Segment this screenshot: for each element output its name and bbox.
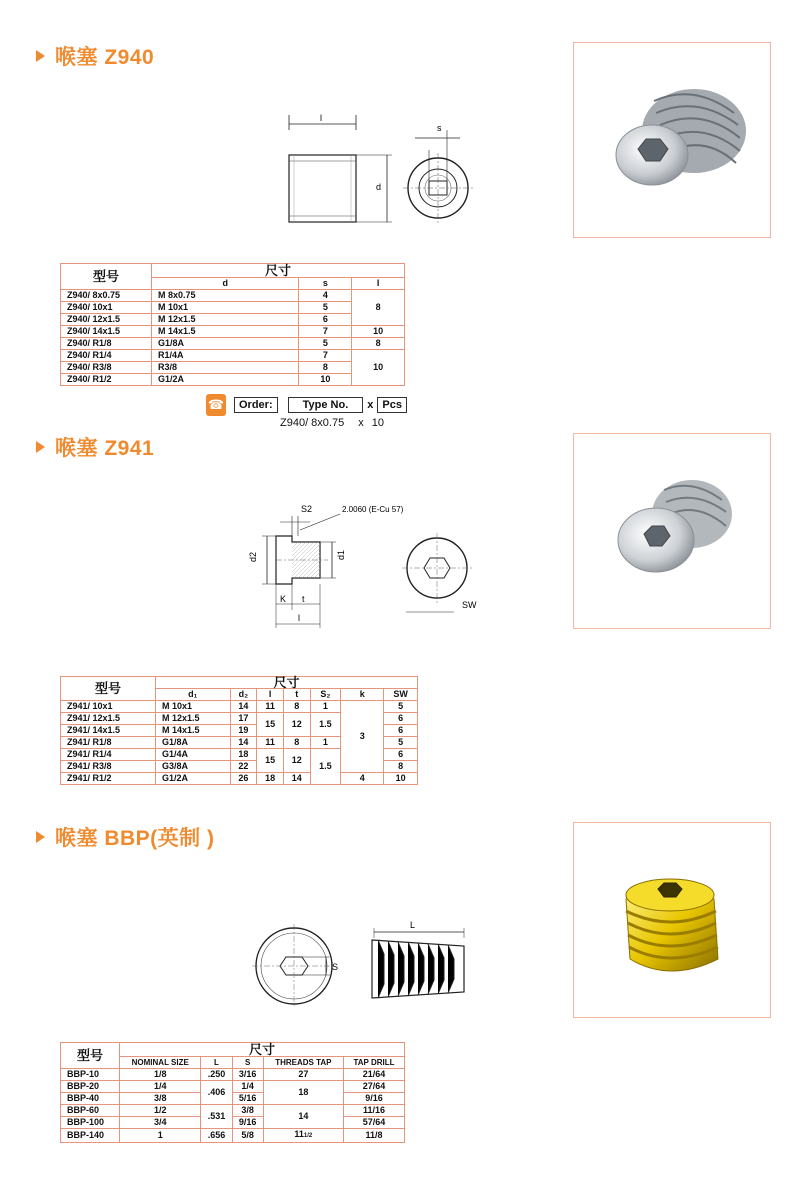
triangle-bullet-icon: [36, 831, 45, 843]
table-cell: 10: [384, 773, 418, 785]
table-cell: Z940/ 12x1.5: [61, 314, 152, 326]
table-cell: 22: [230, 761, 257, 773]
table-cell: 5: [384, 737, 418, 749]
z941-dim-l: l: [298, 613, 300, 623]
table-cell: 1: [310, 701, 341, 713]
phone-order-icon: ☎: [206, 394, 226, 416]
table-header-row: [61, 677, 418, 689]
table-cell: G1/4A: [156, 749, 231, 761]
table-cell: BBP-140: [61, 1129, 120, 1143]
table-cell: S₂: [310, 689, 341, 701]
table-cell: l: [257, 689, 284, 701]
table-cell: 5: [299, 338, 352, 350]
table-cell: M 10x1: [152, 302, 299, 314]
table-cell: 1/8: [120, 1069, 201, 1081]
table-cell: 26: [230, 773, 257, 785]
table-cell: 18: [263, 1081, 343, 1105]
table-cell: 喉塞 Z941: [55, 437, 155, 460]
table-cell: M 14x1.5: [156, 725, 231, 737]
table-cell: 喉塞 BBP(英制 ): [55, 827, 215, 850]
z941-dim-d2: d2: [248, 551, 258, 562]
table-cell: 8: [384, 761, 418, 773]
section-title-bbp: [36, 822, 215, 852]
table-row: [61, 326, 405, 338]
table-cell: d₁: [156, 689, 231, 701]
table-row: [61, 1105, 405, 1117]
table-cell: 11: [257, 701, 284, 713]
table-cell: Z940/ R1/2: [61, 374, 152, 386]
table-cell: NOMINAL SIZE: [120, 1057, 201, 1069]
table-cell: k: [341, 689, 384, 701]
table-cell: THREADS TAP: [263, 1057, 343, 1069]
table-cell: 14: [283, 773, 310, 785]
table-cell: Z940/ R1/8: [61, 338, 152, 350]
table-cell: 27/64: [344, 1081, 405, 1093]
table-cell: 5/8: [232, 1129, 263, 1143]
table-cell: 7: [299, 326, 352, 338]
table-cell: R3/8: [152, 362, 299, 374]
order-example-type: Z940/ 8x0.75: [280, 417, 345, 429]
table-cell: 1: [310, 737, 341, 749]
table-cell: 12: [283, 713, 310, 737]
table-cell: 1: [120, 1129, 201, 1143]
bbp-dim-s: S: [332, 962, 339, 972]
z941-dim-s2: S2: [301, 504, 313, 514]
z940-dim-d: d: [376, 182, 382, 192]
z941-plug-image: [574, 434, 770, 628]
table-cell: 7: [299, 350, 352, 362]
bbp-drawing: [250, 910, 480, 1010]
z940-col-l: l: [352, 278, 405, 290]
table-cell: M 12x1.5: [156, 713, 231, 725]
table-row: [61, 350, 405, 362]
section-title-z941: [36, 432, 154, 462]
table-cell: M 10x1: [156, 701, 231, 713]
table-cell: 1/4: [232, 1081, 263, 1093]
order-info: [206, 396, 407, 432]
table-cell: 3/8: [120, 1093, 201, 1105]
table-cell: 3/4: [120, 1117, 201, 1129]
table-cell: BBP-20: [61, 1081, 120, 1093]
table-cell: 6: [384, 749, 418, 761]
table-row: [61, 701, 418, 713]
table-cell: 9/16: [344, 1093, 405, 1105]
table-cell: G1/8A: [156, 737, 231, 749]
table-cell: 3: [341, 701, 384, 773]
table-cell: 6: [384, 725, 418, 737]
z940-spec-table: [60, 263, 405, 386]
table-row: [61, 1129, 405, 1143]
table-cell: t: [283, 689, 310, 701]
table-cell: Z941/ 12x1.5: [61, 713, 156, 725]
table-cell: S: [232, 1057, 263, 1069]
z940-header-size: 尺寸: [152, 264, 405, 278]
table-header-row: [61, 264, 405, 278]
table-cell: 1.5: [310, 749, 341, 785]
table-cell: M 8x0.75: [152, 290, 299, 302]
table-cell: 8: [283, 737, 310, 749]
z941-drawing: [240, 500, 490, 635]
table-cell: 1/4: [120, 1081, 201, 1093]
bbp-spec-table: [60, 1042, 405, 1143]
table-cell: Z941/ 14x1.5: [61, 725, 156, 737]
table-cell: Z941/ R3/8: [61, 761, 156, 773]
table-cell: 3/16: [232, 1069, 263, 1081]
table-cell: Z940/ R1/4: [61, 350, 152, 362]
table-row: [61, 1093, 405, 1105]
z941-header-model: 型号: [61, 677, 156, 701]
table-cell: d₂: [230, 689, 257, 701]
table-cell: 8: [352, 290, 405, 326]
table-row: [61, 290, 405, 302]
z941-dim-t: t: [302, 594, 305, 604]
table-cell: 18: [257, 773, 284, 785]
table-cell: 10: [299, 374, 352, 386]
z941-dim-d1: d1: [336, 549, 346, 560]
table-cell: Z940/ 10x1: [61, 302, 152, 314]
triangle-bullet-icon: [36, 50, 45, 62]
z941-dim-k: K: [280, 594, 287, 604]
table-cell: Z940/ R3/8: [61, 362, 152, 374]
z940-dim-s: s: [437, 123, 442, 133]
table-cell: 8: [283, 701, 310, 713]
table-cell: M 14x1.5: [152, 326, 299, 338]
table-row: [61, 1069, 405, 1081]
order-example-qty: 10: [371, 417, 384, 429]
table-cell: .250: [201, 1069, 232, 1081]
table-cell: 1/2: [303, 1133, 313, 1139]
z940-header-model: 型号: [61, 264, 152, 290]
z940-product-photo: [573, 42, 771, 238]
table-cell: 8: [299, 362, 352, 374]
z941-spec-table: [60, 676, 418, 785]
table-cell: 8: [352, 338, 405, 350]
table-cell: 喉塞 Z940: [55, 46, 155, 69]
table-cell: 6: [299, 314, 352, 326]
table-cell: G1/8A: [152, 338, 299, 350]
table-cell: G1/2A: [156, 773, 231, 785]
table-cell: SW: [384, 689, 418, 701]
z940-col-d: d: [152, 278, 299, 290]
table-cell: 10: [352, 326, 405, 338]
table-cell: 9/16: [232, 1117, 263, 1129]
z940-dim-l: l: [320, 113, 322, 123]
table-row: [61, 1081, 405, 1093]
table-cell: 12: [283, 749, 310, 773]
table-cell: 11/16: [344, 1105, 405, 1117]
table-cell: x: [367, 399, 374, 411]
table-cell: 14: [230, 701, 257, 713]
table-cell: Z941/ 10x1: [61, 701, 156, 713]
order-label: Order:: [234, 397, 278, 413]
bbp-header-size: 尺寸: [120, 1043, 405, 1057]
table-cell: L: [201, 1057, 232, 1069]
table-cell: M 12x1.5: [152, 314, 299, 326]
table-cell: Z941/ R1/8: [61, 737, 156, 749]
table-cell: x: [358, 417, 364, 429]
table-cell: 11: [294, 1129, 304, 1139]
table-cell: .531: [201, 1105, 232, 1129]
table-header-row: [61, 1043, 405, 1057]
table-row: [61, 338, 405, 350]
table-cell: Z940/ 14x1.5: [61, 326, 152, 338]
table-cell: BBP-10: [61, 1069, 120, 1081]
triangle-bullet-icon: [36, 441, 45, 453]
table-cell: 1/2: [120, 1105, 201, 1117]
table-cell: R1/4A: [152, 350, 299, 362]
table-cell: 4: [341, 773, 384, 785]
z940-col-s: s: [299, 278, 352, 290]
z941-note: 2.0060 (E-Cu 57): [342, 505, 404, 514]
table-cell: .406: [201, 1081, 232, 1105]
z940-drawing: [270, 110, 500, 230]
table-cell: 11: [257, 737, 284, 749]
table-cell: G1/2A: [152, 374, 299, 386]
table-cell: 5: [299, 302, 352, 314]
table-cell: 14: [230, 737, 257, 749]
table-cell: Z940/ 8x0.75: [61, 290, 152, 302]
table-cell: 11/8: [344, 1129, 405, 1143]
table-cell: 1.5: [310, 713, 341, 737]
z941-dim-sw: SW: [462, 600, 477, 610]
order-pcs: Pcs: [377, 397, 407, 413]
bbp-plug-image: [574, 823, 770, 1017]
bbp-dim-l: L: [410, 920, 416, 930]
table-cell: 18: [230, 749, 257, 761]
table-cell: TAP DRILL: [344, 1057, 405, 1069]
table-cell: 3/8: [232, 1105, 263, 1117]
table-cell: BBP-100: [61, 1117, 120, 1129]
table-cell: 15: [257, 713, 284, 737]
z941-product-photo: [573, 433, 771, 629]
table-cell: 17: [230, 713, 257, 725]
table-row: [61, 773, 418, 785]
table-cell: 57/64: [344, 1117, 405, 1129]
table-cell: 5: [384, 701, 418, 713]
table-cell: .656: [201, 1129, 232, 1143]
table-cell: 10: [352, 350, 405, 386]
table-cell: 19: [230, 725, 257, 737]
table-row: [61, 1117, 405, 1129]
table-cell: BBP-60: [61, 1105, 120, 1117]
bbp-product-photo: [573, 822, 771, 1018]
table-cell: 4: [299, 290, 352, 302]
table-cell: BBP-40: [61, 1093, 120, 1105]
table-cell: 5/16: [232, 1093, 263, 1105]
order-type-no: Type No.: [288, 397, 364, 413]
section-title-z940: [36, 41, 154, 71]
table-cell: 14: [263, 1105, 343, 1129]
table-cell: 27: [263, 1069, 343, 1081]
z941-header-size: 尺寸: [156, 677, 418, 689]
z940-plug-image: [574, 43, 770, 237]
bbp-header-model: 型号: [61, 1043, 120, 1069]
table-cell: 6: [384, 713, 418, 725]
table-cell: 21/64: [344, 1069, 405, 1081]
table-cell: G3/8A: [156, 761, 231, 773]
table-cell: 15: [257, 749, 284, 773]
table-cell: Z941/ R1/2: [61, 773, 156, 785]
table-cell: Z941/ R1/4: [61, 749, 156, 761]
